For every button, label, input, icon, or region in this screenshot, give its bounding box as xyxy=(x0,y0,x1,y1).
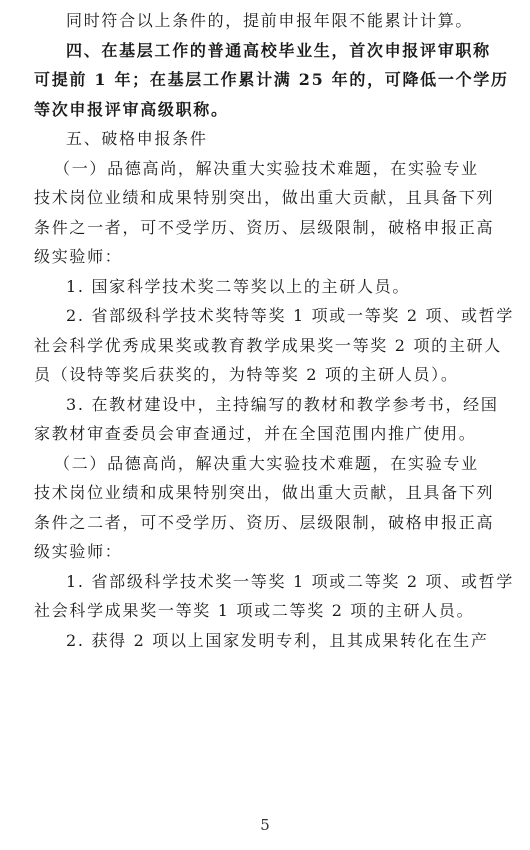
page-number: 5 xyxy=(260,816,270,834)
subsection-heading: （一）品德高尚，解决重大实验技术难题，在实验专业 xyxy=(54,158,479,178)
text-line: 社会科学优秀成果奖或教育教学成果奖一等奖 2 项的主研人 xyxy=(34,335,502,355)
text-line: 条件之一者，可不受学历、资历、层级限制，破格申报正高 xyxy=(34,217,495,237)
text-line: 家教材审查委员会审查通过，并在全国范围内推广使用。 xyxy=(34,424,477,443)
list-item: 2. 获得 2 项以上国家发明专利，且其成果转化在生产 xyxy=(66,630,489,650)
text-line: 可提前 1 年；在基层工作累计满 25 年的，可降低一个学历 xyxy=(34,70,509,89)
text-line: 技术岗位业绩和成果特别突出，做出重大贡献，且具备下列 xyxy=(34,188,495,207)
list-item: 1. 省部级科学技术奖一等奖 1 项或二等奖 2 项、或哲学 xyxy=(66,571,515,591)
section-heading: 五、破格申报条件 xyxy=(66,129,208,148)
section-heading: 四、在基层工作的普通高校毕业生，首次申报评审职称 xyxy=(66,40,491,60)
subsection-heading: （二）品德高尚，解决重大实验技术难题，在实验专业 xyxy=(54,453,479,473)
text-line: 员（设特等奖后获奖的，为特等奖 2 项的主研人员）。 xyxy=(34,365,459,384)
list-item: 1. 国家科学技术奖二等奖以上的主研人员。 xyxy=(66,276,411,296)
text-line: 级实验师： xyxy=(34,542,123,561)
text-line: 等次申报评审高级职称。 xyxy=(34,99,229,119)
list-item: 2. 省部级科学技术奖特等奖 1 项或一等奖 2 项、或哲学 xyxy=(66,306,515,325)
list-item: 3. 在教材建设中，主持编写的教材和教学参考书，经国 xyxy=(66,394,499,414)
text-line: 同时符合以上条件的，提前申报年限不能累计计算。 xyxy=(66,11,474,30)
text-line: 社会科学成果奖一等奖 1 项或二等奖 2 项的主研人员。 xyxy=(34,601,475,620)
text-line: 级实验师： xyxy=(34,247,123,266)
text-line: 技术岗位业绩和成果特别突出，做出重大贡献，且具备下列 xyxy=(34,483,495,502)
text-line: 条件之二者，可不受学历、资历、层级限制，破格申报正高 xyxy=(34,512,495,532)
